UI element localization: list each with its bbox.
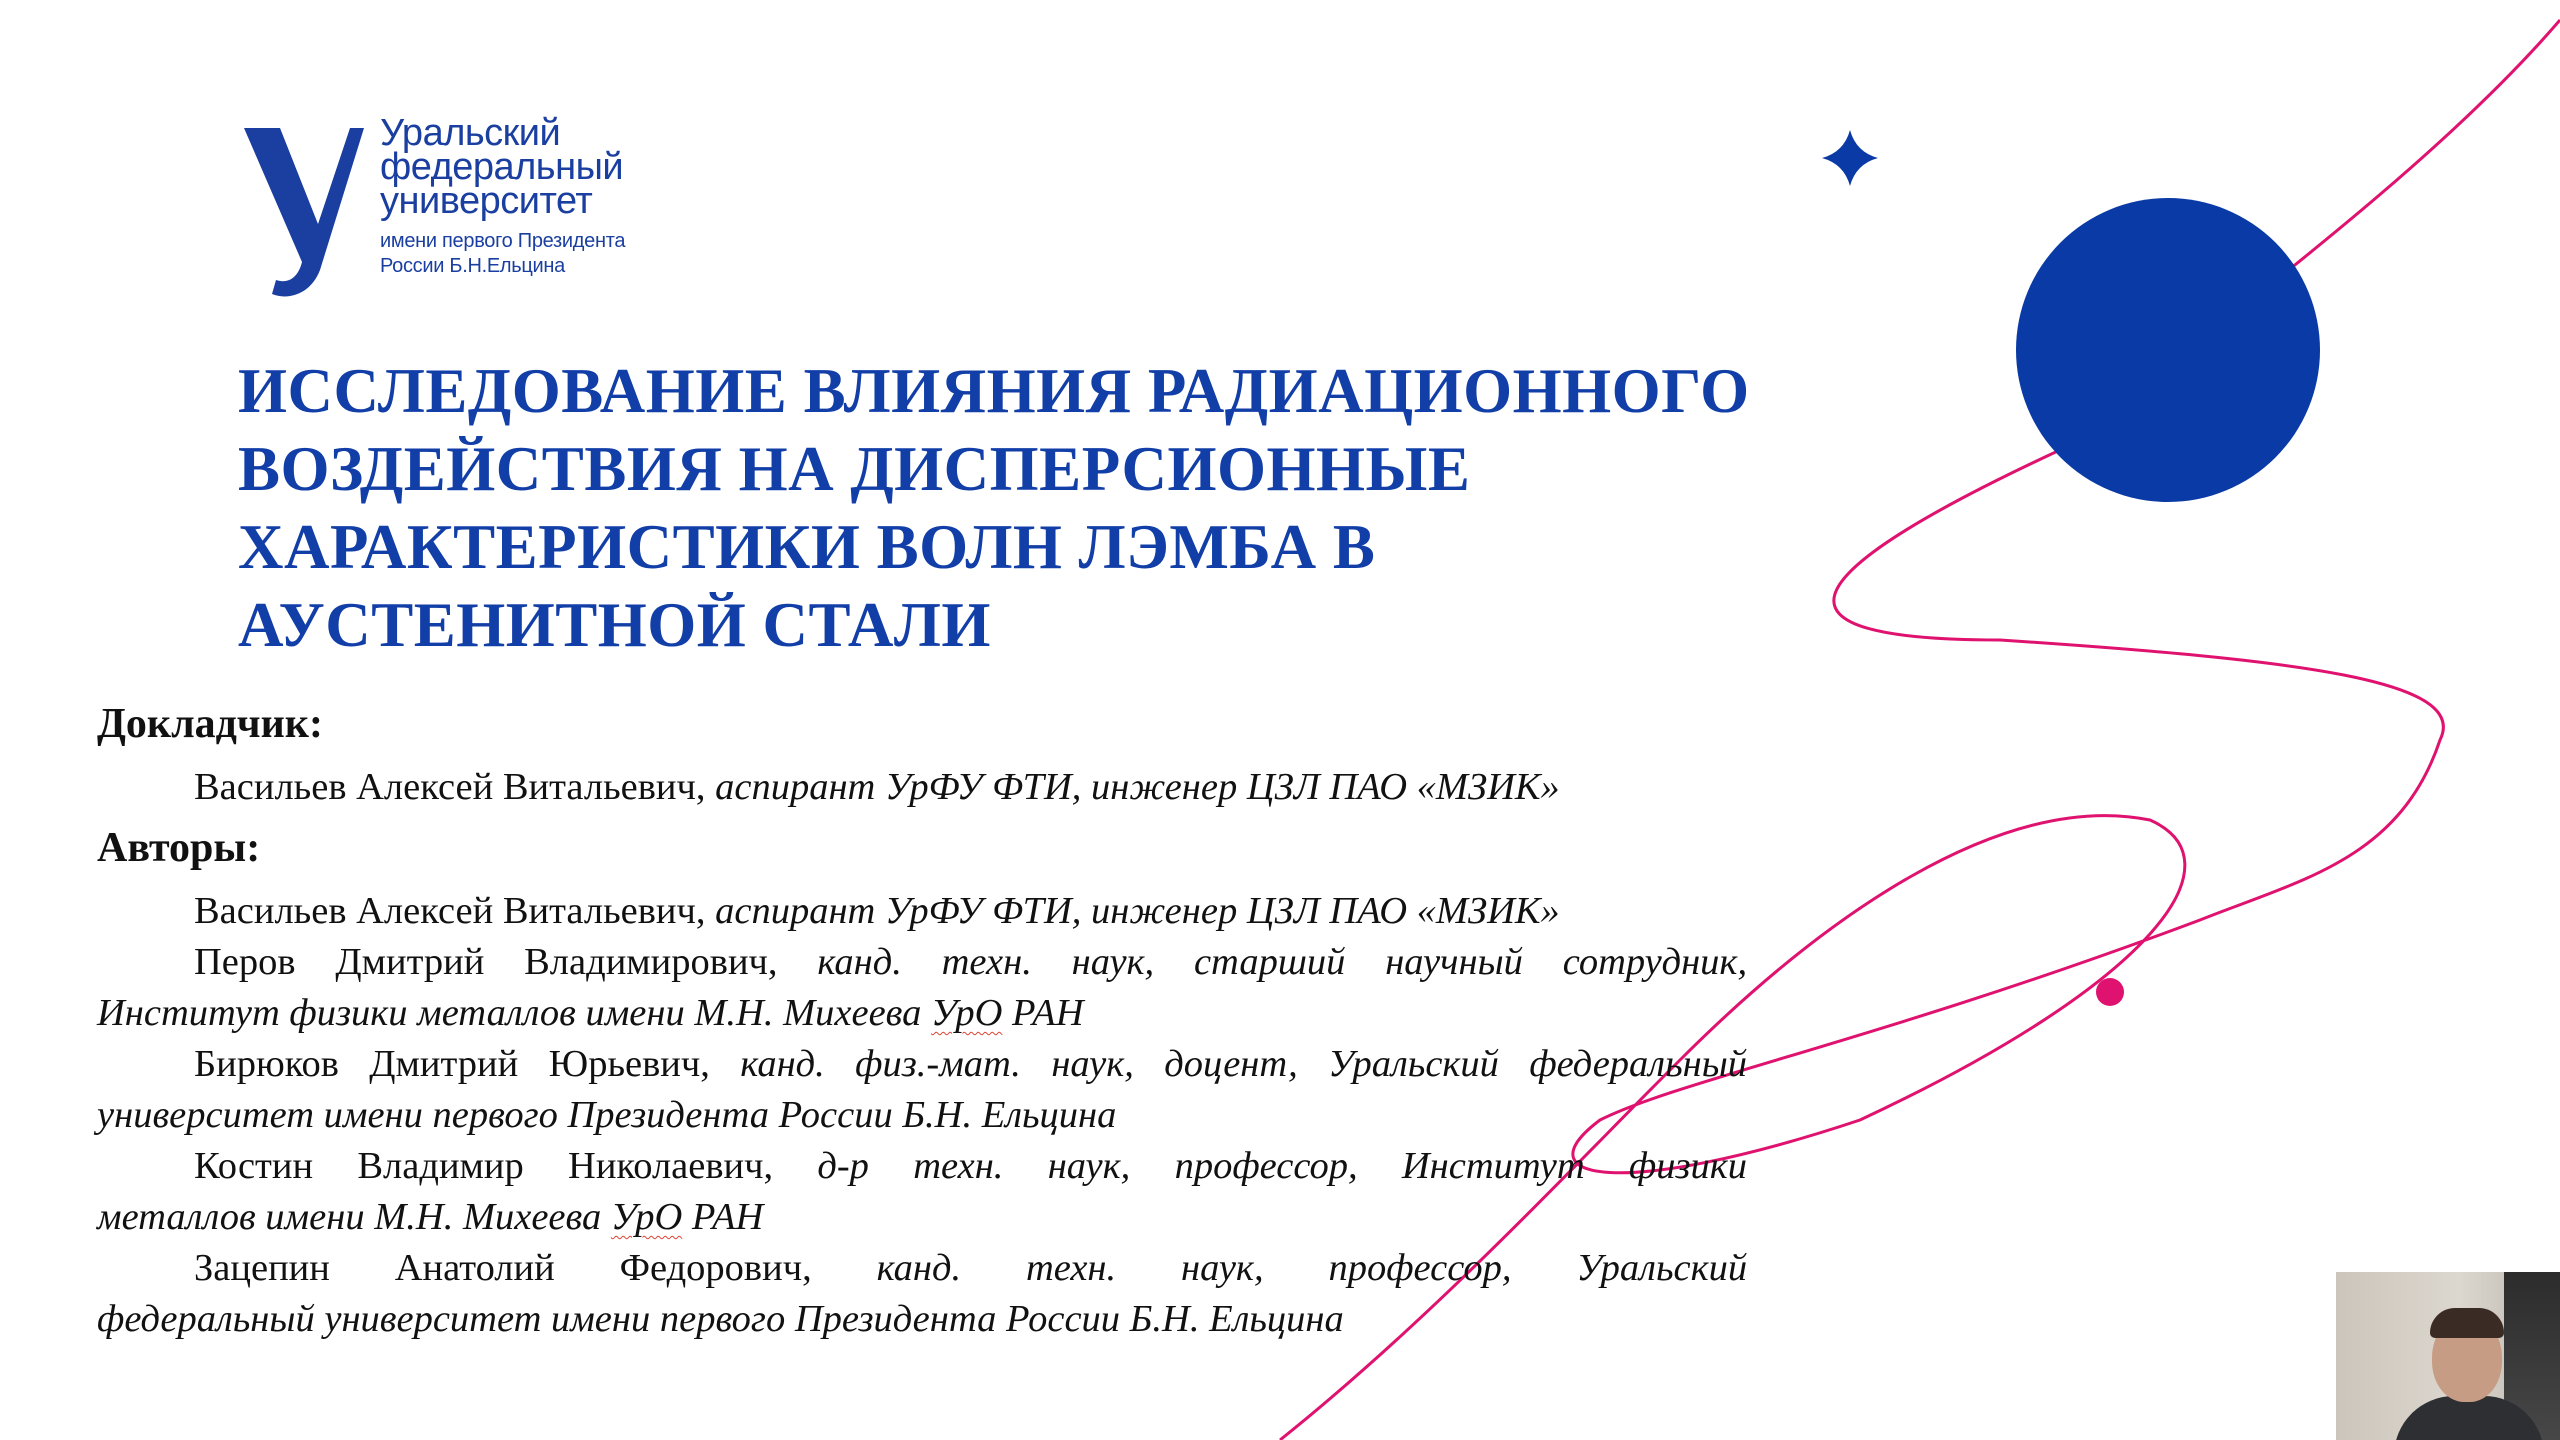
author-entry-5: [97, 1243, 1747, 1345]
author-4-role-word: д-р: [817, 1145, 869, 1187]
author-2-affiliation-ran: РАН: [1002, 992, 1084, 1034]
author-4-name-part: Костин: [194, 1145, 314, 1187]
author-3-role-word: наук,: [1051, 1043, 1134, 1085]
author-2-role-word: научный: [1385, 941, 1523, 983]
title-line-2: ВОЗДЕЙСТВИЯ НА ДИСПЕРСИОННЫЕ: [238, 434, 1471, 504]
author-4-line-2: [97, 1192, 1747, 1243]
speaker-name: Васильев Алексей Витальевич,: [194, 766, 706, 808]
author-2-name-part: Дмитрий: [335, 941, 485, 983]
author-5-line-2: федеральный университет имени первого Президента России Б.Н. Ельцина: [97, 1298, 1344, 1340]
author-3-role-word: Уральский: [1328, 1043, 1499, 1085]
author-3-name-part: Юрьевич,: [548, 1043, 710, 1085]
title-line-1: ИССЛЕДОВАНИЕ ВЛИЯНИЯ РАДИАЦИОННОГО: [238, 356, 1750, 426]
author-entry-3: [97, 1039, 1747, 1141]
author-1-name: Васильев Алексей Витальевич,: [194, 890, 706, 932]
presenter-video[interactable]: [2336, 1272, 2560, 1440]
author-4-line-1: [97, 1141, 1747, 1192]
author-4-name-part: Николаевич,: [568, 1145, 774, 1187]
author-2-affiliation: Институт физики металлов имени М.Н. Михеева: [97, 992, 931, 1034]
author-entry-4: [97, 1141, 1747, 1243]
logo-line-3: университет: [380, 180, 593, 222]
author-5-role-word: профессор,: [1328, 1247, 1512, 1289]
title-line-4: АУСТЕНИТНОЙ СТАЛИ: [238, 590, 991, 660]
author-2-name-part: Перов: [194, 941, 296, 983]
speaker-heading: Докладчик:: [97, 701, 323, 747]
author-1-role: аспирант УрФУ ФТИ, инженер ЦЗЛ ПАО «МЗИК»: [715, 890, 1560, 932]
authors-heading: Авторы:: [97, 825, 261, 871]
author-3-name-part: Бирюков: [194, 1043, 339, 1085]
author-2-role-word: канд.: [817, 941, 902, 983]
author-4-name-part: Владимир: [357, 1145, 524, 1187]
author-5-name-part: Зацепин: [194, 1247, 330, 1289]
urfu-u-logo-icon: [236, 120, 366, 300]
author-4-role-word: физики: [1628, 1145, 1748, 1187]
speaker-line: [97, 762, 1747, 813]
author-5-role-word: техн.: [1025, 1247, 1117, 1289]
author-2-role-word: техн.: [941, 941, 1032, 983]
author-3-role-word: физ.-мат.: [855, 1043, 1021, 1085]
title-line-3: ХАРАКТЕРИСТИКИ ВОЛН ЛЭМБА В: [238, 512, 1376, 582]
author-entry-1: [97, 886, 1747, 937]
author-4-role-word: профессор,: [1174, 1145, 1358, 1187]
author-4-role-word: техн.: [913, 1145, 1004, 1187]
logo-line-1: Уральский: [380, 112, 561, 154]
sparkle-star-icon: [1822, 130, 1878, 186]
author-5-role-word: наук,: [1181, 1247, 1264, 1289]
author-2-role-word: старший: [1193, 941, 1346, 983]
speaker-entry: [97, 762, 1747, 813]
author-2-role-word: сотрудник,: [1562, 941, 1748, 983]
author-4-affiliation-uro: УрО: [610, 1196, 683, 1238]
author-4-affiliation-ran: РАН: [682, 1196, 764, 1238]
logo-subline-1: имени первого Президента: [380, 230, 626, 252]
blue-circle: [2016, 198, 2320, 502]
author-5-line-1: [97, 1243, 1747, 1294]
author-5-role-word: Уральский: [1576, 1247, 1748, 1289]
author-3-name-part: Дмитрий: [369, 1043, 519, 1085]
author-2-line-2: [97, 988, 1747, 1039]
author-2-role-word: наук,: [1071, 941, 1155, 983]
author-1-line: [97, 886, 1747, 937]
university-logo-text: [380, 112, 626, 278]
author-4-role-word: Институт: [1401, 1145, 1585, 1187]
speaker-role: аспирант УрФУ ФТИ, инженер ЦЗЛ ПАО «МЗИК»: [715, 766, 1560, 808]
author-2-line-1: [97, 937, 1747, 988]
author-3-line-2: университет имени первого Президента России Б.Н. Ельцина: [97, 1094, 1117, 1136]
author-4-affiliation: металлов имени М.Н. Михеева: [97, 1196, 611, 1238]
author-3-role-word: федеральный: [1529, 1043, 1748, 1085]
author-entry-2: [97, 937, 1747, 1039]
author-5-role-word: канд.: [876, 1247, 962, 1289]
author-5-name-part: Федорович,: [619, 1247, 812, 1289]
logo-line-2: федеральный: [380, 146, 624, 188]
author-3-role-word: доцент,: [1164, 1043, 1298, 1085]
slide-title: [238, 352, 1798, 664]
author-2-name-part: Владимирович,: [524, 941, 778, 983]
author-3-line-1: [97, 1039, 1747, 1090]
author-4-role-word: наук,: [1047, 1145, 1131, 1187]
presenter-hair: [2430, 1308, 2504, 1338]
author-3-role-word: канд.: [740, 1043, 825, 1085]
author-2-affiliation-uro: УрО: [931, 992, 1003, 1034]
logo-subline-2: России Б.Н.Ельцина: [380, 255, 565, 277]
pink-dot: [2096, 978, 2124, 1006]
author-5-name-part: Анатолий: [394, 1247, 555, 1289]
